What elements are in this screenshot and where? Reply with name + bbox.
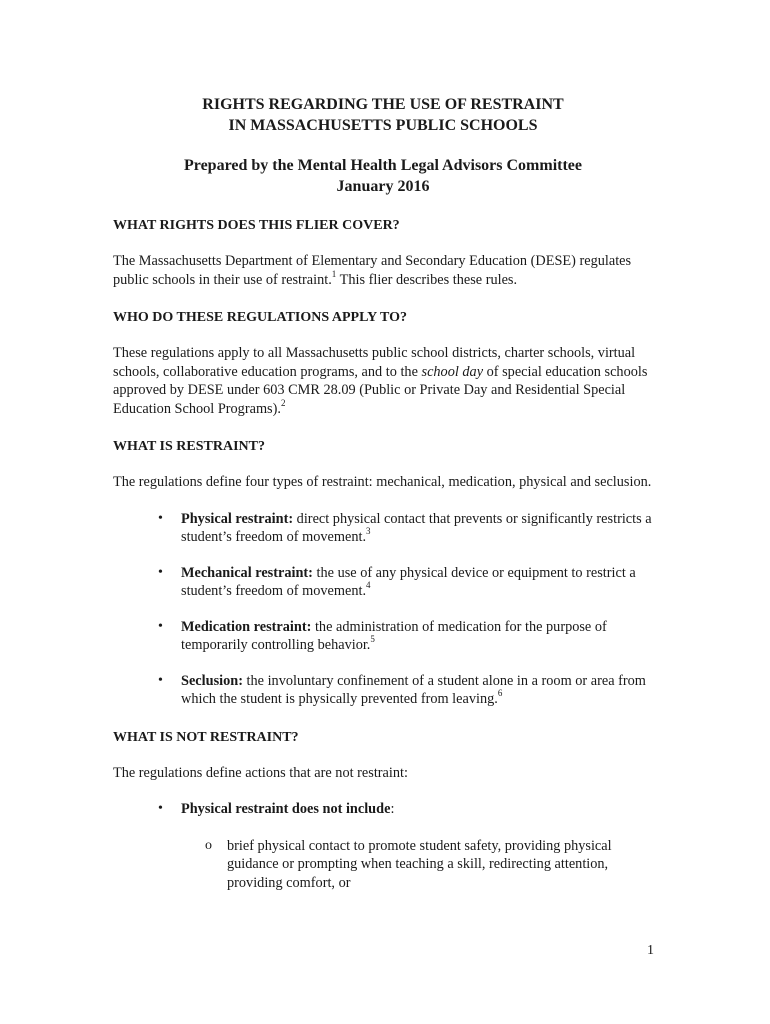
list-item: [113, 837, 653, 893]
not-restraint-list: [113, 800, 653, 819]
list-item: [113, 800, 653, 819]
section-text-apply-to: [113, 344, 653, 418]
title-line-1: RIGHTS REGARDING THE USE OF RESTRAINT: [202, 96, 564, 113]
list-item: [113, 510, 653, 547]
bullet-icon: •: [158, 801, 163, 816]
section-text-what-is-restraint: The regulations define four types of restraint: mechanical, medication, physical and seclusion.: [113, 474, 652, 490]
list-item: [113, 564, 653, 601]
title-line-2: IN MASSACHUSETTS PUBLIC SCHOOLS: [228, 117, 538, 134]
subtitle-line-1: Prepared by the Mental Health Legal Advisors Committee: [183, 157, 583, 174]
para-text: of special education schools approved by DESE under 603 CMR 28.09 (Public or Private Day and Residential Special Education School Programs).: [113, 363, 648, 417]
term-definition: direct physical contact that prevents or significantly restricts a student’s freedom of movement.: [181, 510, 652, 545]
document-title: [113, 94, 653, 136]
document-subtitle: [113, 155, 653, 197]
para-text: This flier describes these rules.: [336, 271, 518, 288]
term-definition: the involuntary confinement of a student alone in a room or area from which the student is physically prevented from leaving.: [181, 672, 646, 707]
emphasis-school-day: school day: [421, 363, 484, 380]
bullet-icon: •: [158, 510, 163, 526]
section-text-flier-cover: [113, 252, 653, 289]
footnote-ref[interactable]: 6: [497, 688, 503, 699]
sub-item-text: brief physical contact to promote student safety, providing physical guidance or prompting when teaching a skill, redirecting attention, providing comfort, or: [227, 837, 612, 891]
footnote-ref[interactable]: 2: [280, 397, 286, 408]
document-page: [113, 94, 653, 892]
term-label: Seclusion:: [181, 672, 243, 689]
section-heading-flier-cover: WHAT RIGHTS DOES THIS FLIER COVER?: [113, 218, 400, 233]
restraint-types-list: [113, 510, 653, 709]
list-item: [113, 672, 653, 709]
term-definition: the administration of medication for the purpose of temporarily controlling behavior.: [181, 618, 607, 653]
list-item: [113, 618, 653, 655]
term-label: Medication restraint:: [181, 618, 312, 635]
bullet-icon: •: [158, 672, 163, 688]
term-definition: the use of any physical device or equipment to restrict a student’s freedom of movement.: [181, 564, 636, 599]
bullet-icon: •: [158, 564, 163, 580]
term-label: Mechanical restraint:: [181, 564, 313, 581]
para-text: These regulations apply to all Massachusetts public school districts, charter schools, virtual schools, collaborative education programs, and to the: [113, 345, 636, 380]
footnote-ref[interactable]: 3: [366, 526, 371, 537]
para-text: The Massachusetts Department of Elementary and Secondary Education (DESE) regulates public schools in their use of restraint.: [113, 253, 632, 288]
term-label: Physical restraint:: [181, 510, 294, 527]
bullet-icon: •: [158, 618, 163, 634]
section-text-not-restraint: The regulations define actions that are not restraint:: [113, 764, 408, 781]
subtitle-date: January 2016: [336, 178, 430, 195]
footnote-ref[interactable]: 5: [370, 634, 375, 645]
sub-bullet-icon: o: [205, 837, 212, 853]
section-heading-what-is-restraint: WHAT IS RESTRAINT?: [113, 439, 265, 454]
physical-restraint-exclusions-list: [113, 837, 653, 893]
section-heading-not-restraint: WHAT IS NOT RESTRAINT?: [113, 729, 299, 745]
term-colon: :: [390, 801, 395, 817]
section-heading-apply-to: WHO DO THESE REGULATIONS APPLY TO?: [113, 310, 407, 325]
term-label: Physical restraint does not include: [181, 801, 391, 817]
footnote-ref[interactable]: 4: [366, 580, 371, 591]
page-number: 1: [647, 943, 654, 958]
footnote-ref[interactable]: 1: [331, 268, 337, 279]
